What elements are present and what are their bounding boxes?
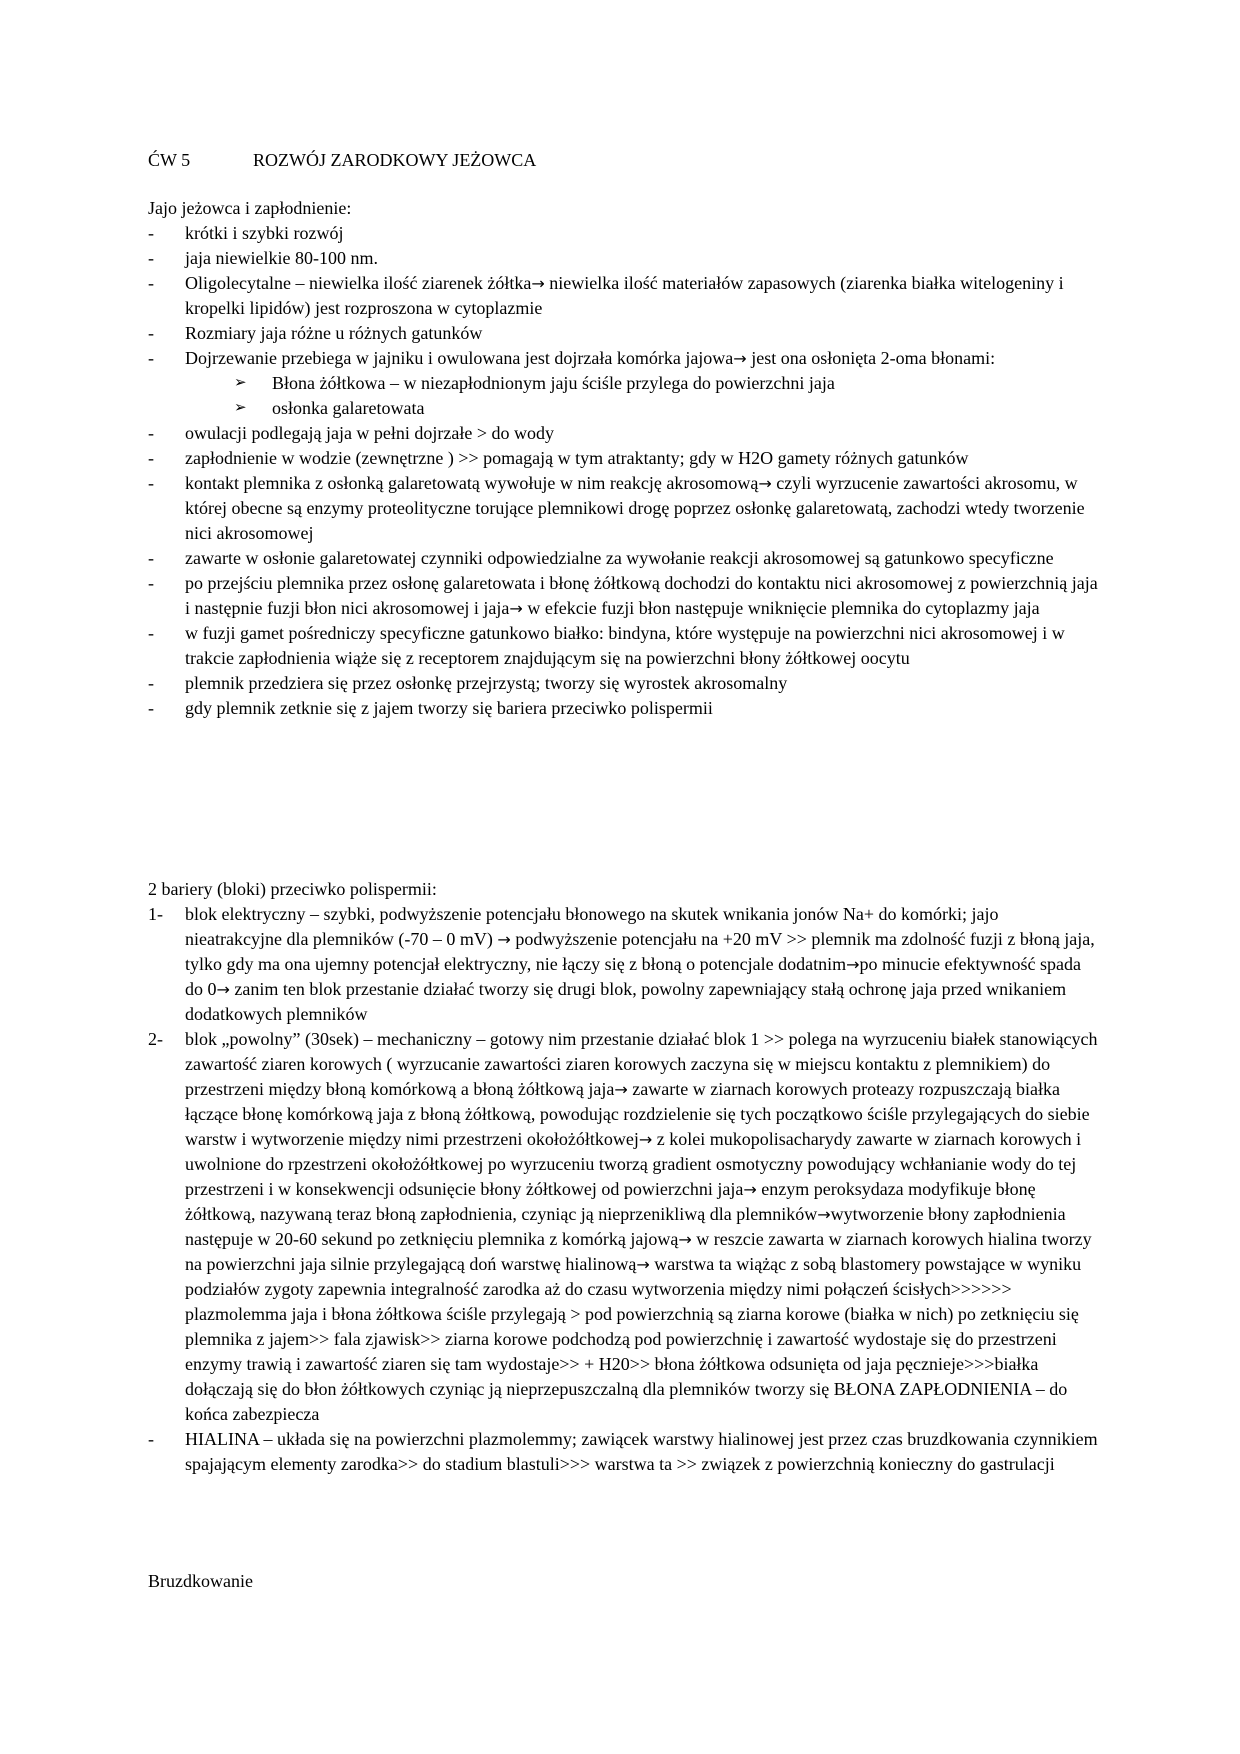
list-item	[148, 421, 1098, 446]
arrow-bullet-icon: ➢	[234, 400, 247, 416]
list-item	[148, 321, 1098, 346]
bullet-marker: -	[148, 623, 154, 643]
section-heading: Bruzdkowanie	[148, 1571, 253, 1591]
section-cleavage	[148, 1569, 1098, 1594]
arrow-right-icon: →	[216, 980, 230, 999]
bullet-marker: -	[148, 273, 154, 293]
arrow-right-icon: →	[817, 1205, 831, 1224]
document-title: ROZWÓJ ZARODKOWY JEŻOWCA	[253, 150, 537, 170]
document-header	[148, 148, 536, 173]
number-marker: 2-	[148, 1029, 163, 1049]
bullet-list	[148, 221, 1098, 721]
list-item-text: Dojrzewanie przebiega w jajniku i owulowana jest dojrzała komórka jajowa→ jest ona osłonięta 2-oma błonami:	[185, 348, 996, 368]
bullet-marker: -	[148, 548, 154, 568]
arrow-right-icon: →	[638, 1130, 653, 1149]
list-item-text: kontakt plemnika z osłonką galaretowatą wywołuje w nim reakcję akrosomową→ czyli wyrzucenie zawartości akrosomu, w której obecne są enzymy proteolityczne torujące plemnikowi drogę poprzez osłonkę galaretowatą, zachodzi wtedy tworzenie nici akrosomowej	[185, 473, 1085, 543]
list-item-text: w fuzji gamet pośredniczy specyficzne gatunkowo białko: bindyna, które występuje na powierzchni nici akrosomowej i w trakcie zapłodnienia wiąże się z receptorem znajdującym się na powierzchni błony żółtkowej oocytu	[185, 623, 1065, 668]
list-item	[148, 346, 1098, 371]
list-item-text: Rozmiary jaja różne u różnych gatunków	[185, 323, 483, 343]
numbered-list	[148, 902, 1098, 1477]
bullet-marker: -	[148, 473, 154, 493]
bullet-marker: -	[148, 1429, 154, 1449]
bullet-marker: -	[148, 248, 154, 268]
bullet-marker: -	[148, 448, 154, 468]
sub-item-text: osłonka galaretowata	[272, 398, 425, 418]
section-intro: 2 bariery (bloki) przeciwko polispermii:	[148, 879, 437, 899]
list-item-text: plemnik przedziera się przez osłonkę przejrzystą; tworzy się wyrostek akrosomalny	[185, 673, 788, 693]
list-item-text: krótki i szybki rozwój	[185, 223, 344, 243]
list-item-text: blok „powolny” (30sek) – mechaniczny – gotowy nim przestanie działać blok 1 >> polega na wyrzuceniu białek stanowiących zawartość ziaren korowych ( wyrzucanie zawartości ziaren korowych zaczyna się w miejscu kontaktu z plemnikiem) do przestrzeni między błoną komórkową a błoną żółtkową jaja→ zawarte w ziarnach korowych proteazy rozpuszczają białka łączące błonę komórkową jaja z błoną żółtkową, powodując rozdzielenie się tych początkowo ściśle przylegających do siebie warstw i wytworzenie między nimi przestrzeni okołożółtkowej→ z kolei mukopolisacharydy zawarte w ziarnach korowych i uwolnione do rpzestrzeni okołożółtkowej po wyrzuceniu tworzą gradient osmotyczny powodujący wchłanianie wody do tej przestrzeni i w konsekwencji odsunięcie błony żółtkowej od powierzchni jaja→ enzym peroksydaza modyfikuje błonę żółtkową, nazywaną teraz błoną zapłodnienia, czyniąc ją nieprzenikliwą dla plemników→wytworzenie błony zapłodnienia następuje w 20-60 sekund po zetknięciu plemnika z komórką jajową→ w reszcie zawarta w ziarnach korowych hialina tworzy na powierzchni jaja silnie przylegającą doń warstwę hialinową→ warstwa ta wiążąc z sobą blastomery powstające w wyniku podziałów zygoty zapewnia integralność zarodka aż do czasu wytworzenia między nimi połączeń ścisłych>>>>>> plazmolemma jaja i błona żółtkowa ściśle przylegają > pod powierzchnią są ziarna korowe (białka w nich) po zetknięciu się plemnika z jajem>> fala zjawisk>> ziarna korowe podchodzą pod powierzchnię i zawartość wydostaje się do przestrzeni enzymy trawią i zawartość ziaren się tam wydostaje>> + H20>> błona żółtkowa odsunięta od jaja pęcznieje>>>białka dołączają się do błon żółtkowych czyniąc ją nieprzepuszczalną dla plemników tworzy się BŁONA ZAPŁODNIENIA – do końca zabezpiecza	[185, 1029, 1098, 1424]
list-item-text: zawarte w osłonie galaretowatej czynniki odpowiedzialne za wywołanie reakcji akrosomowej są gatunkowo specyficzne	[185, 548, 1054, 568]
section-polyspermy-barriers	[148, 877, 1098, 1477]
arrow-right-icon: →	[497, 930, 511, 949]
section-intro: Jajo jeżowca i zapłodnienie:	[148, 198, 352, 218]
list-item-text: gdy plemnik zetknie się z jajem tworzy się bariera przeciwko polispermii	[185, 698, 713, 718]
arrow-right-icon: →	[758, 474, 772, 493]
list-item	[148, 671, 1098, 696]
section-fertilization	[148, 196, 1098, 721]
list-item	[148, 571, 1098, 621]
bullet-marker: -	[148, 223, 154, 243]
bullet-marker: -	[148, 323, 154, 343]
list-item	[148, 271, 1098, 321]
list-item	[148, 471, 1098, 546]
exercise-number: ĆW 5	[148, 150, 191, 170]
sub-item-text: Błona żółtkowa – w niezapłodnionym jaju ściśle przylega do powierzchni jaja	[272, 373, 835, 393]
list-item	[148, 446, 1098, 471]
sub-list-item	[148, 396, 1098, 421]
arrow-right-icon: →	[636, 1255, 650, 1274]
list-item-text: blok elektryczny – szybki, podwyższenie potencjału błonowego na skutek wnikania jonów Na+ do komórki; jajo nieatrakcyjne dla plemników (-70 – 0 mV) → podwyższenie potencjału na +20 mV >> plemnik ma zdolność fuzji z błoną jaja, tylko gdy ma ona ujemny potencjał elektryczny, nie łączy się z błoną o potencjale dodatnim→po minucie efektywność spada do 0→ zanim ten blok przestanie działać tworzy się drugi blok, powolny zapewniający stałą ochronę jaja przed wnikaniem dodatkowych plemników	[185, 904, 1095, 1024]
list-item	[148, 902, 1098, 1027]
list-item	[148, 546, 1098, 571]
list-item	[148, 1427, 1098, 1477]
arrow-bullet-icon: ➢	[234, 375, 247, 391]
arrow-right-icon: →	[614, 1080, 628, 1099]
list-item-text: po przejściu plemnika przez osłonę galaretowata i błonę żółtkową dochodzi do kontaktu nici akrosomowej z powierzchnią jaja i następnie fuzji błon nici akrosomowej i jaja→ w efekcie fuzji błon następuje wniknięcie plemnika do cytoplazmy jaja	[185, 573, 1098, 618]
list-item-text: jaja niewielkie 80-100 nm.	[185, 248, 378, 268]
bullet-marker: -	[148, 698, 154, 718]
list-item	[148, 1027, 1098, 1427]
list-item-text: zapłodnienie w wodzie (zewnętrzne ) >> pomagają w tym atraktanty; gdy w H2O gamety różnych gatunków	[185, 448, 969, 468]
arrow-right-icon: →	[531, 274, 545, 293]
list-item-text: owulacji podlegają jaja w pełni dojrzałe > do wody	[185, 423, 555, 443]
list-item	[148, 221, 1098, 246]
number-marker: 1-	[148, 904, 163, 924]
bullet-marker: -	[148, 423, 154, 443]
arrow-right-icon: →	[733, 349, 747, 368]
bullet-marker: -	[148, 348, 154, 368]
bullet-marker: -	[148, 673, 154, 693]
list-item	[148, 696, 1098, 721]
sub-list-item	[148, 371, 1098, 396]
arrow-right-icon: →	[743, 1180, 757, 1199]
arrow-right-icon: →	[846, 955, 860, 974]
bullet-marker: -	[148, 573, 154, 593]
list-item	[148, 246, 1098, 271]
arrow-right-icon: →	[678, 1230, 692, 1249]
list-item-text: HIALINA – układa się na powierzchni plazmolemmy; zawiącek warstwy hialinowej jest przez czas bruzdkowania czynnikiem spajającym elementy zarodka>> do stadium blastuli>>> warstwa ta >> związek z powierzchnią konieczny do gastrulacji	[185, 1429, 1098, 1474]
list-item	[148, 621, 1098, 671]
list-item-text: Oligolecytalne – niewielka ilość ziarenek żółtka→ niewielka ilość materiałów zapasowych (ziarenka białka witelogeniny i kropelki lipidów) jest rozproszona w cytoplazmie	[185, 273, 1064, 318]
arrow-right-icon: →	[509, 599, 523, 618]
